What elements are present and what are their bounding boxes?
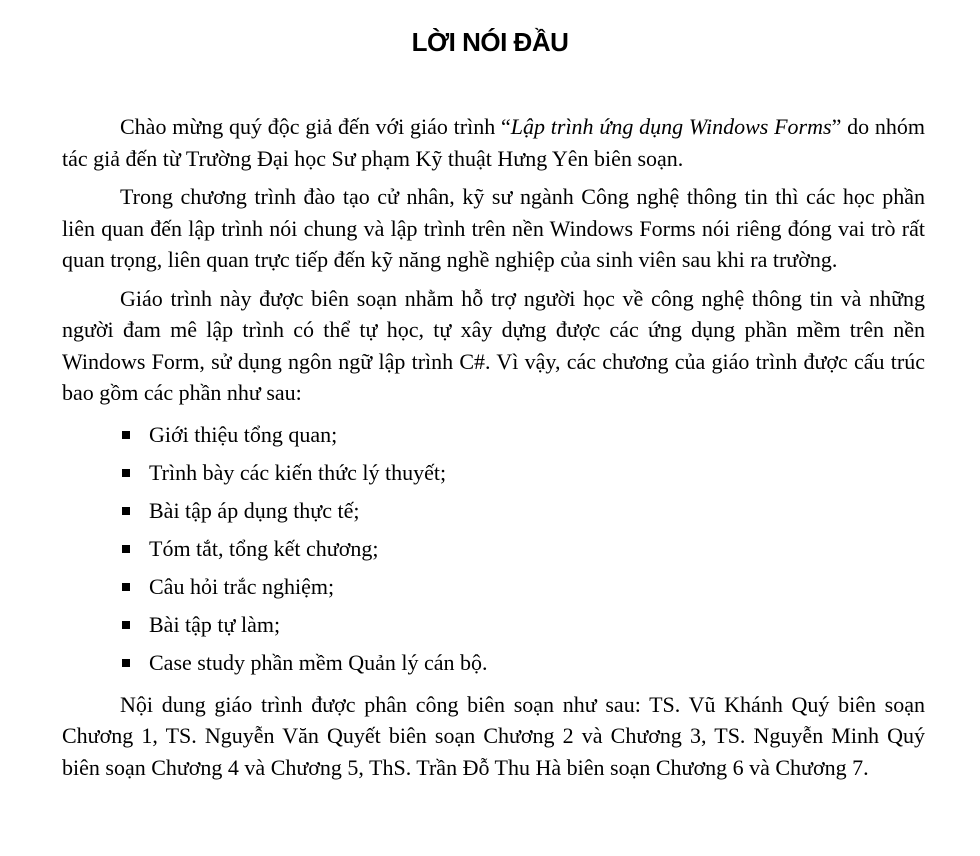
square-bullet-icon [122, 431, 130, 439]
square-bullet-icon [122, 545, 130, 553]
list-item-text: Case study phần mềm Quản lý cán bộ. [149, 649, 488, 675]
page-title: LỜI NÓI ĐẦU [411, 27, 569, 57]
purpose-paragraph: Giáo trình này được biên soạn nhằm hỗ trợ người học về công nghệ thông tin và những người đam mê lập trình có thể tự học, tự xây dựng được các ứng dụng phần mềm trên nền Windows Form, sử dụng ngôn ngữ lập trình C#. Vì vậy, các chương của giáo trình được cấu trúc bao gồm các phần như sau: [62, 285, 925, 405]
list-item [62, 644, 925, 682]
document-body [62, 111, 925, 790]
list-item [62, 530, 925, 568]
square-bullet-icon [122, 507, 130, 515]
intro-paragraph [62, 111, 925, 174]
intro-text-start: Chào mừng quý độc giả đến với giáo trình “ [120, 114, 511, 139]
square-bullet-icon [122, 659, 130, 667]
list-item-text: Tóm tắt, tổng kết chương; [149, 535, 379, 561]
list-item [62, 606, 925, 644]
list-item-text: Trình bày các kiến thức lý thuyết; [149, 459, 447, 485]
intro-text-end: ” do nhóm tác giả đến từ Trường Đại học Sư phạm Kỹ thuật Hưng Yên biên soạn. [62, 114, 925, 171]
square-bullet-icon [122, 621, 130, 629]
book-title-italic: Lập trình ứng dụng Windows Forms [510, 114, 832, 139]
list-item [62, 416, 925, 454]
square-bullet-icon [122, 583, 130, 591]
list-item [62, 492, 925, 530]
list-item-text: Bài tập tự làm; [149, 611, 281, 637]
list-item-text: Bài tập áp dụng thực tế; [149, 497, 360, 523]
list-item-text: Giới thiệu tổng quan; [149, 421, 338, 447]
list-item-text: Câu hỏi trắc nghiệm; [149, 573, 335, 599]
list-item [62, 454, 925, 492]
list-item [62, 568, 925, 606]
chapter-structure-list [62, 416, 925, 682]
authors-paragraph: Nội dung giáo trình được phân công biên soạn như sau: TS. Vũ Khánh Quý biên soạn Chương 1, TS. Nguyễn Văn Quyết biên soạn Chương 2 và Chương 3, TS. Nguyễn Minh Quý biên soạn Chương 4 và Chương 5, ThS. Trần Đỗ Thu Hà biên soạn Chương 6 và Chương 7. [62, 691, 925, 780]
square-bullet-icon [122, 469, 130, 477]
training-paragraph: Trong chương trình đào tạo cử nhân, kỹ sư ngành Công nghệ thông tin thì các học phần liên quan đến lập trình nói chung và lập trình trên nền Windows Forms nói riêng đóng vai trò rất quan trọng, liên quan trực tiếp đến kỹ năng nghề nghiệp của sinh viên sau khi ra trường. [62, 184, 925, 272]
